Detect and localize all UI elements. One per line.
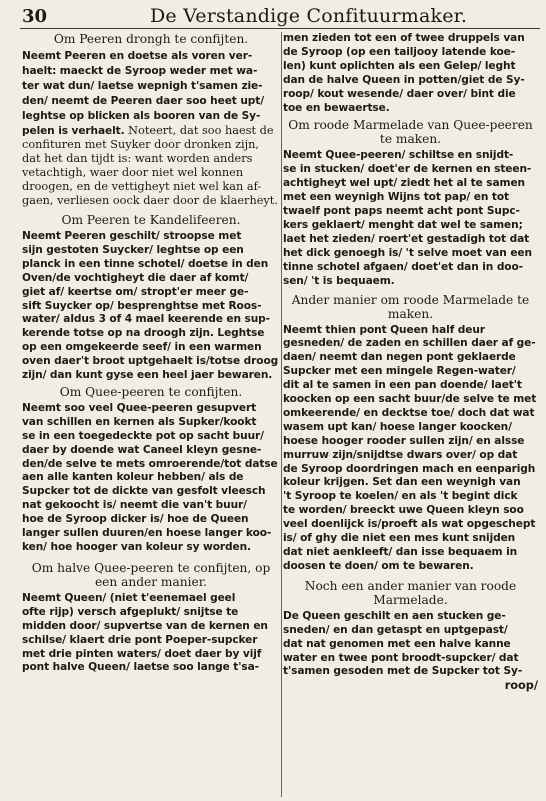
column-rule: [281, 32, 282, 797]
recipe-text: Neemt thien pont Queen half deur gesneden/ de zaden en schillen daer af ge- daen/ neemt dan negen pont geklaerde Supcker met een mingele Regen-water/ dit al te samen in een pan doende/ laet't koocken op een sacht buur/de selve te met omkeerende/ en decktse toe/ doch dat wat wasem upt kan/ hoese langer koocken/ hoese hooger rooder sullen zijn/ en alsse murruw zijn/snijdtse dwars over/ op dat de Syroop doordringen mach en eenparigh koleur krijgen. Set dan een weynigh van 't Syroop te koelen/ en als 't begint dick te worden/ breeckt uwe Queen kleyn soo veel doenlijck is/proeft als wat opgeschept is/ of ghy die niet een mes kunt snijden dat niet aenkleeft/ dan isse bequaem in doosen te doen/ om te bewaren.: [283, 323, 537, 572]
recipe-text: men zieden tot een of twee druppels van de Syroop (op een tailjooy latende koe- len) kunt oplichten als een Gelep/ leght dan de halve Queen in potten/giet de Sy- roop/ kout wesende/ daer over/ bint die toe en bewaertse.: [283, 32, 525, 114]
recipe-text: Neemt Peeren geschilt/ stroopse met sijn gestoten Suycker/ leghtse op een planck in een tinne schotel/ doetse in den Oven/de vochtigheyt die daer af komt/ giet af/ keertse om/ stropt'er meer ge- sift Suycker op/ besprenghtse met Roos- water/ aldus 3 of 4 mael keerende en sup- kerende totse op na droogh zijn. Leghtse op een omgekeerde seef/ in een warmen oven daer't broot uptgehaelt is/totse droog zijn/ dan kunt gyse een heel jaer bewaren.: [22, 229, 279, 382]
recipe-text-roman: Noteert, dat soo haest de confituren met Suyker door dronken zijn, dat het dan tijdt is: want worden anders vetachtigh, waer door niet wel konnen droogen, en de vettigheyt niet wel kan af- gaen, verliesen oock daer door de klaerheyt.: [22, 123, 278, 208]
running-head: De Verstandige Confituurmaker.: [150, 5, 468, 27]
right-column: [283, 32, 538, 800]
recipe-heading: Noch een ander manier van roode Marmelade.: [304, 578, 517, 607]
recipe-heading: Om Quee-peeren te confijten.: [59, 384, 243, 399]
page-header: [0, 2, 546, 28]
recipe-text: Neemt Quee-peeren/ schiltse en snijdt- se in stucken/ doet'er de kernen en steen- achtigheyt wel upt/ ziedt het al te samen met een weynigh Wijns tot pap/ en tot twaelf pont paps neemt acht pont Supc- kers geklaert/ menght dat wel te samen; laet het zieden/ roert'et gestadigh tot dat het dick genoegh is/ 't selve moet van een tinne schotel afgaen/ doet'et dan in doo- sen/ 't is bequaem.: [283, 149, 532, 287]
recipe-heading: Om Peeren drongh te confijten.: [53, 32, 249, 46]
header-rule: [20, 28, 540, 29]
recipe-text: Neemt Queen/ (niet t'eenemael geel ofte rijp) versch afgeplukt/ snijtse te midden door/ supvertse van de kernen en schilse/ klaert drie pont Poeper-supcker met drie pinten waters/ doet daer by vijf pont halve Queen/ laetse soo lange t'sa-: [22, 591, 268, 674]
recipe-heading: Om roode Marmelade van Quee-peeren te maken.: [288, 118, 533, 147]
left-column: [22, 32, 280, 800]
recipe-heading: Ander manier om roode Marmelade te maken.: [291, 292, 530, 321]
recipe-text: [22, 49, 280, 208]
recipe-heading: Om Peeren te Kandelifeeren.: [61, 212, 241, 227]
recipe-text: De Queen geschilt en aen stucken ge- sneden/ en dan getaspt en uptgepast/ dat nat genomen met een halve kanne water en twee pont broodt-supcker/ dat t'samen gesoden met de Supcker tot Sy-: [283, 609, 523, 678]
recipe-heading: Om halve Quee-peeren te confijten, op een ander manier.: [31, 560, 271, 589]
recipe-text-blackletter: Neemt Peeren en doetse als voren ver- haelt: maeckt de Syroop weder met wa- ter wat dun/ laetse wepnigh t'samen zie- den/ neemt de Peeren daer soo heet upt/ leghtse op blicken als booren van de Sy- pelen is verhaelt.: [22, 50, 265, 137]
recipe-text: Neemt soo veel Quee-peeren gesupvert van schillen en kernen als Supker/kookt se in een toegedeckte pot op sacht buur/ daer by doende wat Caneel kleyn gesne- den/de selve te mets omroerende/tot datse aen alle kanten koleur hebben/ als de Supcker tot de dickte van gesfolt vleesch nat gekoocht is/ neemt die van't buur/ hoe de Syroop dicker is/ hoe de Queen langer sullen duuren/en hoese langer koo- ken/ hoe hooger van koleur sy worden.: [22, 401, 278, 553]
catchword: roop/: [504, 679, 538, 693]
page-number: 30: [22, 6, 48, 27]
